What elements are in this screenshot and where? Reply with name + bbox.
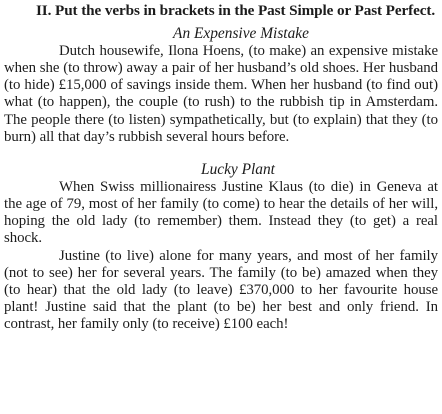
story-expensive-mistake	[4, 25, 438, 146]
exercise-heading: II. Put the verbs in brackets in the Past Simple or Past Perfect.	[36, 2, 436, 19]
story-title: An Expensive Mistake	[173, 25, 309, 42]
story-paragraph: Dutch housewife, Ilona Hoens, (to make) an expensive mistake when she (to throw) away a pair of her husband’s old shoes. Her husband (to hide) £15,000 of savings inside them. When her husband (to find out) what (to happen), the couple (to rush) to the rubbish tip in Amsterdam. The people there (to listen) sympathetically, but (to explain) that they (to burn) all that day’s rubbish several hours before.	[4, 43, 438, 145]
story-title: Lucky Plant	[201, 160, 275, 178]
story-paragraph: When Swiss millionairess Justine Klaus (to die) in Geneva at the age of 79, most of her family (to come) to hear the details of her will, hoping the old lady (to remember) them. Instead they (to get) a real shock.	[4, 178, 438, 247]
story-lucky-plant	[4, 161, 438, 333]
story-paragraph: Justine (to live) alone for many years, and most of her family (not to see) her for several years. The family (to be) amazed when they (to hear) that the old lady (to leave) £370,000 to her favourite house plant! Justine said that the plant (to be) her best and only friend. In contrast, her family only (to receive) £100 each!	[4, 247, 438, 333]
